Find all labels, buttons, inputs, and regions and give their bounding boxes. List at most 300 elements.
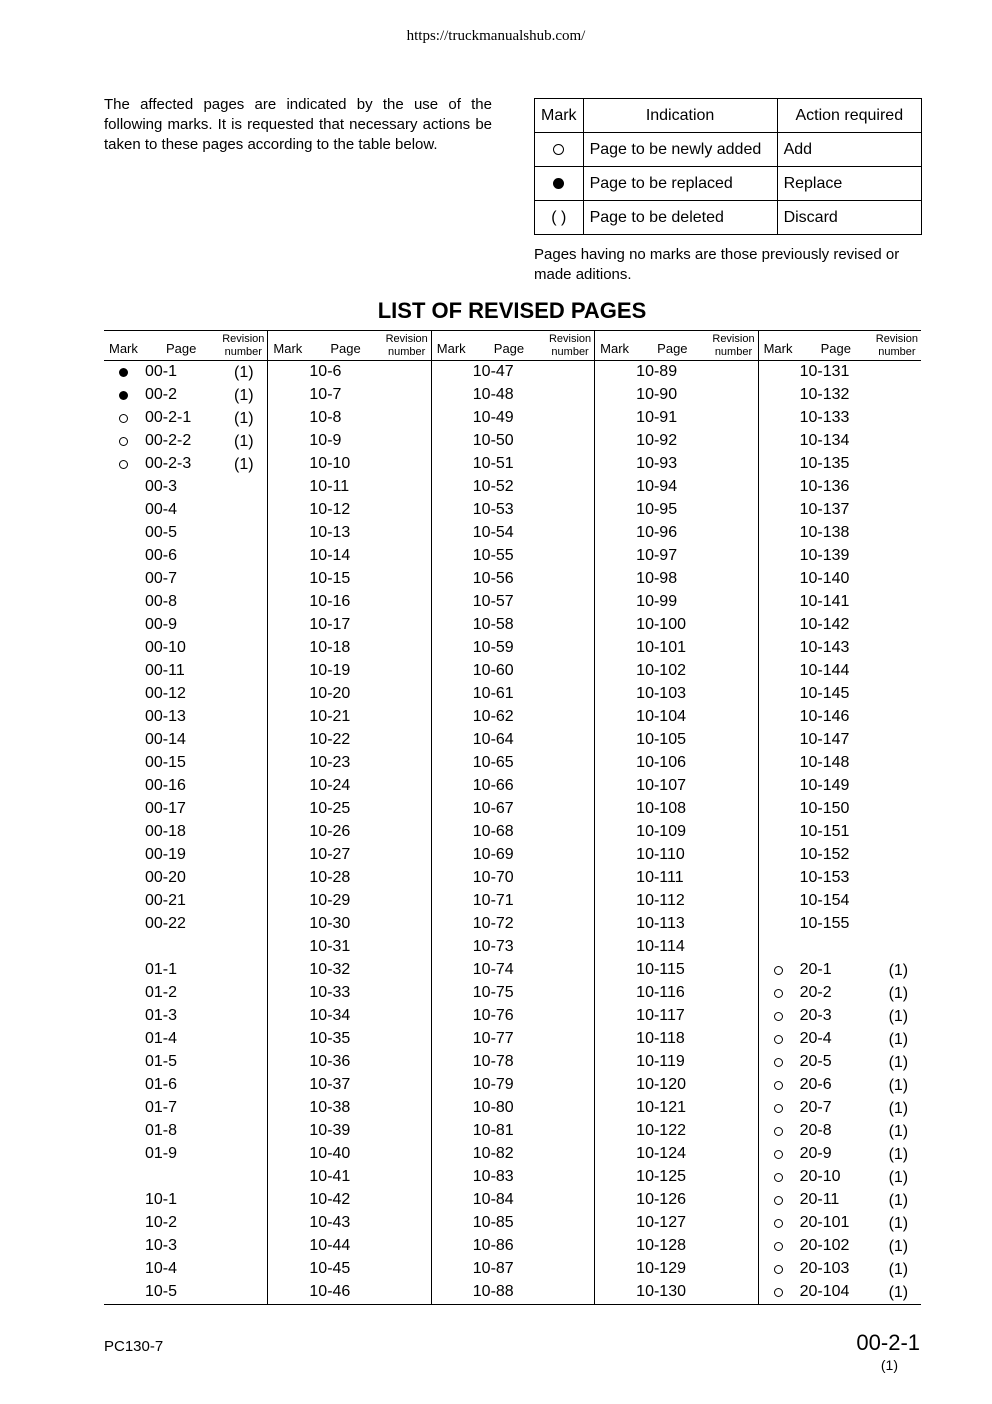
table-row bbox=[595, 1166, 757, 1189]
header-revision-line1: Revision bbox=[548, 333, 592, 345]
page-id: 10-91 bbox=[636, 409, 678, 426]
page-id: 10-96 bbox=[636, 524, 678, 541]
open-circle-icon bbox=[119, 414, 128, 423]
open-circle-icon bbox=[774, 1104, 783, 1113]
table-row bbox=[432, 821, 594, 844]
table-row bbox=[104, 660, 267, 683]
table-row bbox=[759, 453, 921, 476]
page-id: 20-102 bbox=[799, 1237, 850, 1254]
marks-legend-table bbox=[534, 98, 922, 235]
filled-circle-icon bbox=[119, 368, 128, 377]
page-id: 10-26 bbox=[309, 823, 351, 840]
table-row bbox=[432, 936, 594, 959]
open-circle-icon bbox=[774, 1196, 783, 1205]
page-id: 10-46 bbox=[309, 1283, 351, 1300]
header-revision-line2: number bbox=[714, 346, 753, 358]
open-circle-icon bbox=[774, 1265, 783, 1274]
page-id: 01-8 bbox=[145, 1122, 178, 1139]
page-id: 10-143 bbox=[799, 639, 850, 656]
table-row bbox=[268, 936, 430, 959]
table-row bbox=[104, 1235, 267, 1258]
table-row bbox=[268, 1005, 430, 1028]
legend-header-mark: Mark bbox=[535, 99, 584, 133]
header-revision bbox=[876, 333, 918, 359]
page-id: 10-82 bbox=[472, 1145, 514, 1162]
page-id: 10-37 bbox=[309, 1076, 351, 1093]
page-id: 10-73 bbox=[472, 938, 514, 955]
table-row bbox=[104, 959, 267, 982]
table-row bbox=[759, 1074, 921, 1097]
page-id: 00-1 bbox=[145, 363, 178, 380]
page-id: 10-155 bbox=[799, 915, 850, 932]
table-row bbox=[432, 752, 594, 775]
table-row bbox=[595, 1189, 757, 1212]
page-id: 20-103 bbox=[799, 1260, 850, 1277]
column-header bbox=[595, 331, 757, 361]
page-id: 10-121 bbox=[636, 1099, 686, 1116]
page-id: 10-81 bbox=[472, 1122, 514, 1139]
table-row bbox=[104, 1166, 267, 1189]
legend-row-discard bbox=[535, 201, 922, 235]
page-id: 20-1 bbox=[799, 961, 832, 978]
table-row bbox=[268, 798, 430, 821]
page-id: 20-101 bbox=[799, 1214, 850, 1231]
page-id: 10-94 bbox=[636, 478, 678, 495]
table-row bbox=[268, 1028, 430, 1051]
table-row bbox=[104, 982, 267, 1005]
page-id: 00-8 bbox=[145, 593, 178, 610]
page-id: 01-5 bbox=[145, 1053, 178, 1070]
page-id: 10-9 bbox=[309, 432, 342, 449]
table-row bbox=[104, 361, 267, 384]
page-id: 10-3 bbox=[145, 1237, 178, 1254]
page-id: 10-4 bbox=[145, 1260, 178, 1277]
table-row bbox=[759, 775, 921, 798]
page-id: 10-85 bbox=[472, 1214, 514, 1231]
table-row bbox=[268, 1235, 430, 1258]
page-id: 20-4 bbox=[799, 1030, 832, 1047]
table-row bbox=[432, 407, 594, 430]
header-mark: Mark bbox=[109, 341, 138, 356]
page-id: 10-23 bbox=[309, 754, 351, 771]
table-row bbox=[104, 706, 267, 729]
table-row bbox=[759, 1212, 921, 1235]
model-number: PC130-7 bbox=[104, 1338, 164, 1355]
table-row bbox=[432, 660, 594, 683]
page-id: 10-48 bbox=[472, 386, 514, 403]
revised-pages-table bbox=[104, 330, 921, 1305]
page-id: 00-19 bbox=[145, 846, 186, 863]
page-id: 10-25 bbox=[309, 800, 351, 817]
revision-number: (1) bbox=[888, 985, 909, 1002]
legend-indication: Page to be newly added bbox=[583, 133, 777, 167]
page-id: 10-62 bbox=[472, 708, 514, 725]
page-id: 20-7 bbox=[799, 1099, 832, 1116]
page-id: 10-5 bbox=[145, 1283, 178, 1300]
table-row bbox=[104, 407, 267, 430]
page-id: 10-1 bbox=[145, 1191, 178, 1208]
page-id: 10-60 bbox=[472, 662, 514, 679]
page-id: 10-30 bbox=[309, 915, 351, 932]
page-id: 10-86 bbox=[472, 1237, 514, 1254]
legend-row-replace bbox=[535, 167, 922, 201]
page-id: 10-51 bbox=[472, 455, 514, 472]
table-row bbox=[759, 1143, 921, 1166]
table-row bbox=[595, 867, 757, 890]
header-revision-line1: Revision bbox=[222, 333, 265, 345]
page-id: 10-133 bbox=[799, 409, 850, 426]
table-row bbox=[268, 821, 430, 844]
revision-number: (1) bbox=[234, 410, 254, 427]
header-revision-line1: Revision bbox=[875, 333, 918, 345]
table-row bbox=[104, 384, 267, 407]
page-id: 10-84 bbox=[472, 1191, 514, 1208]
table-row bbox=[268, 614, 430, 637]
page-id: 10-55 bbox=[472, 547, 514, 564]
table-row bbox=[595, 913, 757, 936]
open-circle-icon bbox=[774, 989, 783, 998]
table-row bbox=[104, 752, 267, 775]
page-id: 10-130 bbox=[636, 1283, 686, 1300]
page-id: 01-2 bbox=[145, 984, 178, 1001]
page-id: 10-28 bbox=[309, 869, 351, 886]
page-id: 10-125 bbox=[636, 1168, 686, 1185]
revision-number: (1) bbox=[888, 962, 909, 979]
table-row bbox=[595, 1143, 757, 1166]
page-id: 10-36 bbox=[309, 1053, 351, 1070]
page-id: 01-9 bbox=[145, 1145, 178, 1162]
page-id: 10-71 bbox=[472, 892, 514, 909]
page-id: 20-8 bbox=[799, 1122, 832, 1139]
table-row bbox=[595, 1212, 757, 1235]
page-id: 10-138 bbox=[799, 524, 850, 541]
table-row bbox=[432, 798, 594, 821]
table-row bbox=[595, 1028, 757, 1051]
page-column bbox=[758, 331, 921, 1304]
page-id: 10-113 bbox=[636, 915, 685, 932]
table-row bbox=[595, 1051, 757, 1074]
page-id: 10-140 bbox=[799, 570, 850, 587]
legend-mark-cell bbox=[535, 133, 584, 167]
header-revision bbox=[386, 333, 428, 359]
table-row bbox=[759, 545, 921, 568]
page-id: 10-11 bbox=[309, 478, 350, 495]
page-id: 00-13 bbox=[145, 708, 186, 725]
revision-number: (1) bbox=[234, 364, 254, 381]
page-id: 10-154 bbox=[799, 892, 850, 909]
table-row bbox=[432, 1166, 594, 1189]
open-circle-icon bbox=[774, 1012, 783, 1021]
page-id: 00-21 bbox=[145, 892, 186, 909]
table-row bbox=[268, 660, 430, 683]
table-row bbox=[595, 1074, 757, 1097]
column-header bbox=[759, 331, 921, 361]
table-row bbox=[268, 867, 430, 890]
page-id: 20-5 bbox=[799, 1053, 832, 1070]
table-row bbox=[432, 867, 594, 890]
table-row bbox=[432, 545, 594, 568]
page-id: 01-4 bbox=[145, 1030, 178, 1047]
page-id: 10-12 bbox=[309, 501, 351, 518]
revision-number: (1) bbox=[888, 1008, 909, 1025]
open-circle-icon bbox=[774, 1081, 783, 1090]
page-id: 10-111 bbox=[636, 869, 684, 886]
table-row bbox=[759, 1097, 921, 1120]
page-id: 10-129 bbox=[636, 1260, 686, 1277]
page-id: 10-97 bbox=[636, 547, 678, 564]
table-row bbox=[432, 453, 594, 476]
page-id: 10-52 bbox=[472, 478, 514, 495]
column-header bbox=[432, 331, 594, 361]
table-row bbox=[432, 1281, 594, 1304]
header-page: Page bbox=[657, 341, 688, 356]
column-header bbox=[104, 331, 267, 361]
open-circle-icon bbox=[553, 144, 564, 155]
page-id: 10-59 bbox=[472, 639, 514, 656]
page-id: 00-10 bbox=[145, 639, 186, 656]
table-row bbox=[268, 1212, 430, 1235]
table-row bbox=[595, 545, 757, 568]
table-row bbox=[268, 407, 430, 430]
table-row bbox=[432, 1120, 594, 1143]
page-id: 10-76 bbox=[472, 1007, 514, 1024]
table-row bbox=[595, 499, 757, 522]
page-id: 10-114 bbox=[636, 938, 685, 955]
legend-row-add bbox=[535, 133, 922, 167]
page-column bbox=[594, 331, 757, 1304]
table-row bbox=[268, 706, 430, 729]
header-mark: Mark bbox=[600, 341, 630, 356]
table-row bbox=[432, 1074, 594, 1097]
page-id: 10-20 bbox=[309, 685, 351, 702]
page-id: 10-68 bbox=[472, 823, 514, 840]
table-row bbox=[268, 775, 430, 798]
page-id: 20-9 bbox=[799, 1145, 832, 1162]
table-row bbox=[104, 1005, 267, 1028]
page-id: 10-21 bbox=[309, 708, 351, 725]
page-id: 10-134 bbox=[799, 432, 850, 449]
table-row bbox=[432, 430, 594, 453]
page-id: 00-12 bbox=[145, 685, 186, 702]
table-row bbox=[595, 637, 757, 660]
table-row bbox=[268, 913, 430, 936]
page-id: 10-90 bbox=[636, 386, 678, 403]
legend-action: Discard bbox=[777, 201, 921, 235]
page-id: 10-124 bbox=[636, 1145, 686, 1162]
table-row bbox=[759, 683, 921, 706]
open-circle-icon bbox=[774, 1150, 783, 1159]
page-id: 10-75 bbox=[472, 984, 514, 1001]
table-row bbox=[432, 1005, 594, 1028]
revision-number: (1) bbox=[888, 1146, 909, 1163]
page-id: 10-142 bbox=[799, 616, 850, 633]
table-row bbox=[595, 453, 757, 476]
page-id: 10-152 bbox=[799, 846, 850, 863]
table-row bbox=[759, 660, 921, 683]
open-circle-icon bbox=[774, 1242, 783, 1251]
page-id: 10-66 bbox=[472, 777, 514, 794]
table-row bbox=[104, 476, 267, 499]
page-id: 00-2-3 bbox=[145, 455, 192, 472]
header-revision-line2: number bbox=[224, 346, 262, 358]
table-row bbox=[432, 361, 594, 384]
open-circle-icon bbox=[774, 1058, 783, 1067]
table-row bbox=[268, 982, 430, 1005]
table-row bbox=[268, 453, 430, 476]
table-row bbox=[104, 430, 267, 453]
page-id: 00-22 bbox=[145, 915, 186, 932]
page-id: 10-41 bbox=[309, 1168, 351, 1185]
table-row bbox=[432, 1258, 594, 1281]
table-row bbox=[595, 982, 757, 1005]
table-row bbox=[759, 890, 921, 913]
page-id: 00-20 bbox=[145, 869, 186, 886]
table-row bbox=[268, 729, 430, 752]
table-row bbox=[104, 591, 267, 614]
page-id: 10-61 bbox=[472, 685, 514, 702]
table-row bbox=[759, 614, 921, 637]
table-row bbox=[595, 660, 757, 683]
table-row bbox=[104, 890, 267, 913]
table-row bbox=[759, 1258, 921, 1281]
page-id: 10-34 bbox=[309, 1007, 351, 1024]
header-mark: Mark bbox=[436, 341, 466, 356]
table-row bbox=[104, 936, 267, 959]
page-id: 10-150 bbox=[799, 800, 850, 817]
legend-indication: Page to be deleted bbox=[583, 201, 777, 235]
table-row bbox=[759, 361, 921, 384]
page-id: 20-11 bbox=[799, 1191, 840, 1208]
revision-number: (1) bbox=[234, 433, 254, 450]
page-id: 10-144 bbox=[799, 662, 850, 679]
page-id: 10-104 bbox=[636, 708, 686, 725]
table-row bbox=[268, 1143, 430, 1166]
page-id: 10-131 bbox=[799, 363, 850, 380]
legend-note: Pages having no marks are those previously revised or made aditions. bbox=[534, 246, 900, 283]
revision-number: (1) bbox=[888, 1123, 909, 1140]
page-id: 10-42 bbox=[309, 1191, 351, 1208]
table-row bbox=[104, 1074, 267, 1097]
table-row bbox=[759, 568, 921, 591]
table-row bbox=[759, 384, 921, 407]
page-id: 10-49 bbox=[472, 409, 514, 426]
page-id: 10-135 bbox=[799, 455, 850, 472]
table-row bbox=[268, 1120, 430, 1143]
page-id: 10-80 bbox=[472, 1099, 514, 1116]
table-row bbox=[104, 637, 267, 660]
table-row bbox=[595, 568, 757, 591]
page-id: 10-105 bbox=[636, 731, 686, 748]
revision-number: (1) bbox=[888, 1192, 909, 1209]
page-id: 10-100 bbox=[636, 616, 686, 633]
page-id: 00-16 bbox=[145, 777, 186, 794]
table-row bbox=[595, 752, 757, 775]
page-id: 10-126 bbox=[636, 1191, 686, 1208]
page-id: 10-57 bbox=[472, 593, 514, 610]
page-id: 10-6 bbox=[309, 363, 342, 380]
table-row bbox=[104, 1051, 267, 1074]
page-id: 00-9 bbox=[145, 616, 178, 633]
legend-mark-cell bbox=[535, 167, 584, 201]
table-row bbox=[759, 1189, 921, 1212]
filled-circle-icon bbox=[553, 178, 564, 189]
table-row bbox=[432, 775, 594, 798]
page-id: 10-39 bbox=[309, 1122, 351, 1139]
table-row bbox=[104, 775, 267, 798]
table-row bbox=[759, 1028, 921, 1051]
page-id: 10-27 bbox=[309, 846, 351, 863]
table-row bbox=[759, 706, 921, 729]
page-id: 10-29 bbox=[309, 892, 351, 909]
page-id: 10-141 bbox=[799, 593, 850, 610]
table-row bbox=[595, 384, 757, 407]
table-row bbox=[595, 683, 757, 706]
table-row bbox=[268, 361, 430, 384]
table-row bbox=[432, 1097, 594, 1120]
table-row bbox=[595, 729, 757, 752]
page-id: 10-99 bbox=[636, 593, 678, 610]
table-row bbox=[759, 637, 921, 660]
page-column bbox=[431, 331, 594, 1304]
revision-number: (1) bbox=[888, 1054, 909, 1071]
table-row bbox=[432, 1051, 594, 1074]
table-row bbox=[104, 1120, 267, 1143]
header-revision-line2: number bbox=[878, 346, 916, 358]
page-id: 10-22 bbox=[309, 731, 351, 748]
table-row bbox=[268, 1051, 430, 1074]
table-row bbox=[432, 476, 594, 499]
table-row bbox=[759, 729, 921, 752]
table-row bbox=[595, 959, 757, 982]
revision-number: (1) bbox=[888, 1238, 909, 1255]
page-number: 00-2-1 bbox=[856, 1330, 920, 1355]
source-url: https://truckmanualshub.com/ bbox=[406, 28, 586, 44]
page-id: 10-92 bbox=[636, 432, 678, 449]
table-row bbox=[104, 614, 267, 637]
table-row bbox=[432, 637, 594, 660]
table-row bbox=[104, 821, 267, 844]
table-row bbox=[759, 844, 921, 867]
revision-number: (1) bbox=[888, 1100, 909, 1117]
table-row bbox=[595, 890, 757, 913]
page-id: 10-43 bbox=[309, 1214, 351, 1231]
page-id: 10-151 bbox=[799, 823, 850, 840]
revision-number: (1) bbox=[888, 1077, 909, 1094]
page-id: 10-58 bbox=[472, 616, 514, 633]
page-id: 10-17 bbox=[309, 616, 351, 633]
table-row bbox=[268, 499, 430, 522]
table-row bbox=[432, 890, 594, 913]
revision-number: (1) bbox=[888, 1261, 909, 1278]
page-id: 10-95 bbox=[636, 501, 678, 518]
revision-number: (1) bbox=[234, 387, 254, 404]
page-id: 10-56 bbox=[472, 570, 514, 587]
revision-number: (1) bbox=[234, 456, 254, 473]
page-id: 10-148 bbox=[799, 754, 850, 771]
page-id: 10-122 bbox=[636, 1122, 686, 1139]
page-id: 10-79 bbox=[472, 1076, 514, 1093]
page-id: 10-72 bbox=[472, 915, 514, 932]
table-row bbox=[104, 568, 267, 591]
table-row bbox=[595, 775, 757, 798]
header-mark: Mark bbox=[763, 341, 793, 356]
open-circle-icon bbox=[119, 437, 128, 446]
table-row bbox=[104, 798, 267, 821]
page-id: 10-24 bbox=[309, 777, 351, 794]
page-column bbox=[104, 331, 267, 1304]
legend-mark-cell: ( ) bbox=[535, 201, 584, 235]
table-row bbox=[104, 545, 267, 568]
